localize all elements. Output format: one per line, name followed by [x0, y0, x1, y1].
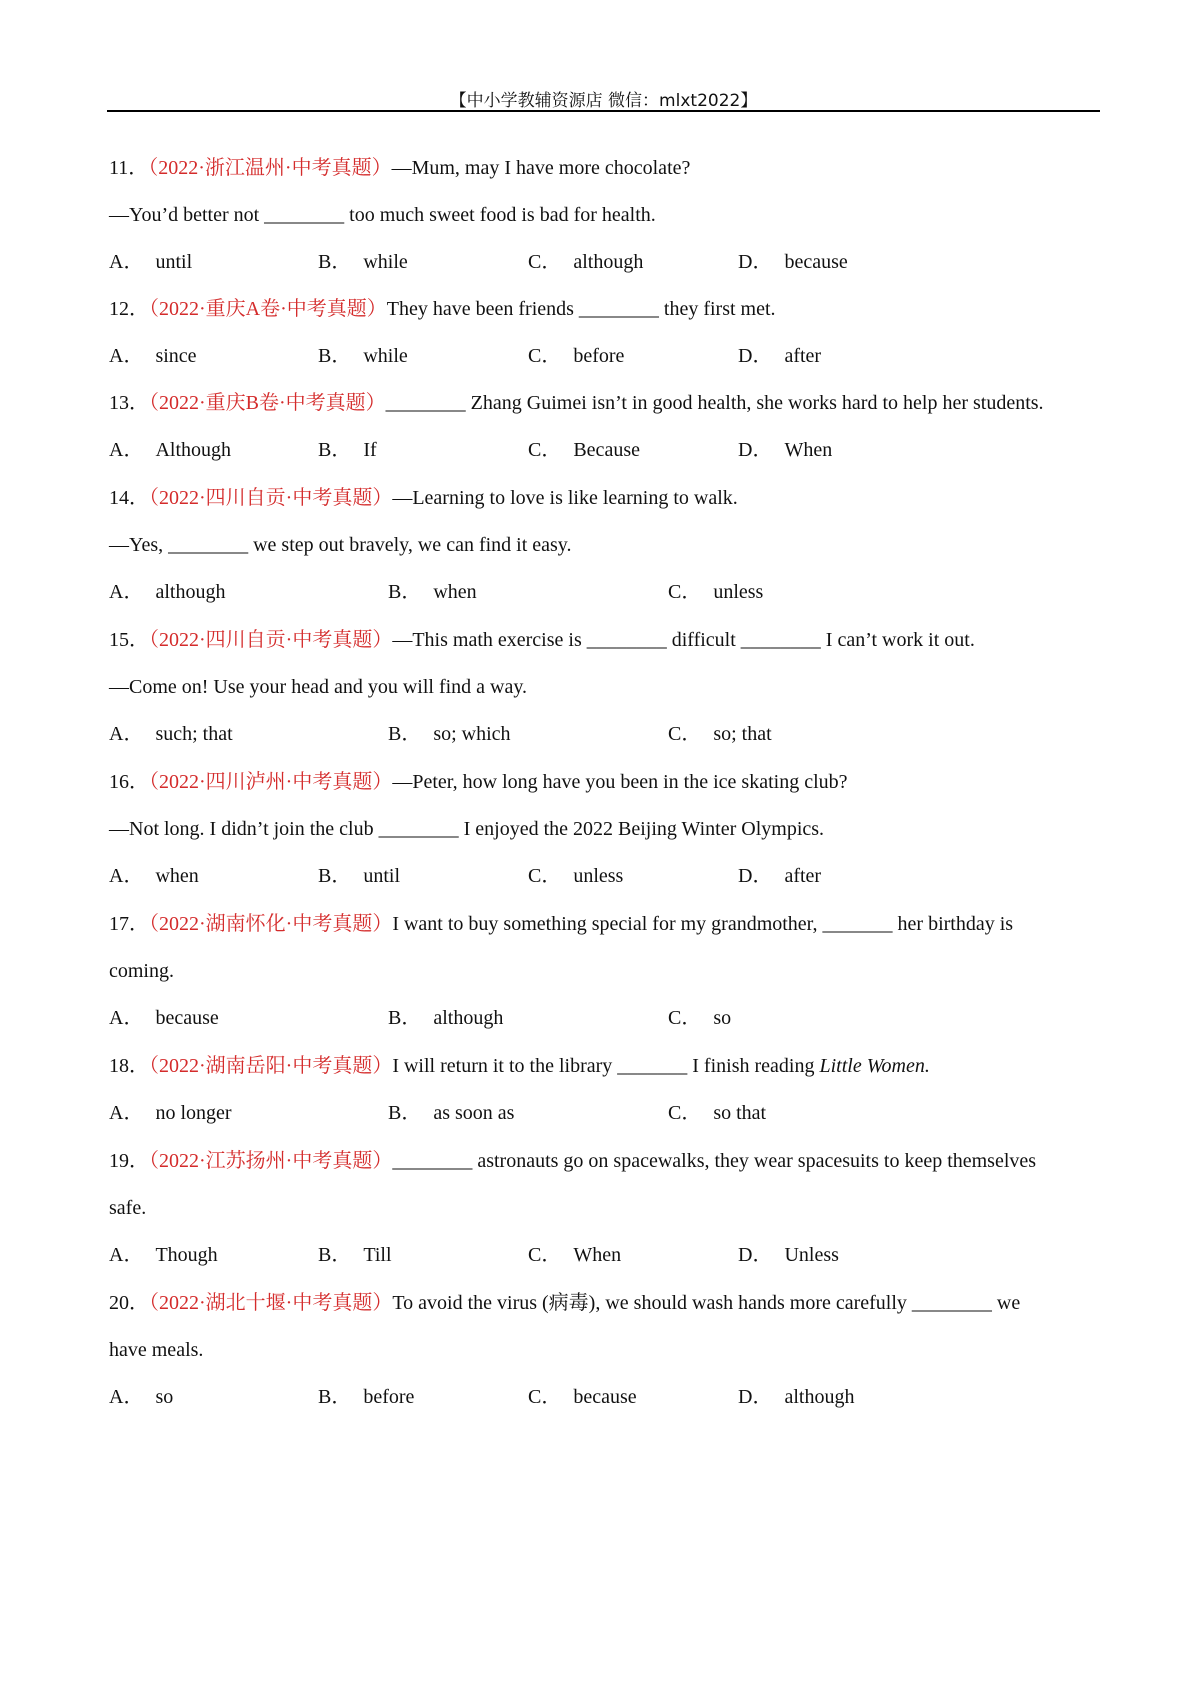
question-15-line-2: —Come on! Use your head and you will find a way. [109, 676, 528, 698]
option-b: B． as soon as [388, 1102, 515, 1124]
option-d: D． after [738, 345, 822, 367]
option-d: D． When [738, 439, 833, 461]
option-a: A． so [109, 1386, 174, 1408]
question-17-stem: 17．（2022·湖南怀化·中考真题）I want to buy something special for my grandmother, _______ her birthday is [109, 913, 1014, 935]
option-a: A． although [109, 581, 226, 603]
question-11-line-2: —You’d better not ________ too much sweet food is bad for health. [109, 204, 656, 226]
option-c: C． so [668, 1007, 732, 1029]
option-b: B． If [318, 439, 377, 461]
option-b: B． before [318, 1386, 415, 1408]
book-title: Little Women. [819, 1055, 930, 1077]
option-c: C． before [528, 345, 625, 367]
question-15-stem: 15．（2022·四川自贡·中考真题）—This math exercise is ________ difficult ________ I can’t work it out. [109, 629, 975, 651]
question-source: （2022·湖南怀化·中考真题） [149, 913, 393, 935]
option-a: A． Although [109, 439, 232, 461]
option-b: B． while [318, 251, 408, 273]
question-16-stem: 16．（2022·四川泸州·中考真题）—Peter, how long have you been in the ice skating club? [109, 771, 848, 793]
question-16-line-2: —Not long. I didn’t join the club ________ I enjoyed the 2022 Beijing Winter Olympics. [109, 818, 825, 840]
question-19-stem: 19．（2022·江苏扬州·中考真题）________ astronauts go on spacewalks, they wear spacesuits to keep themselves [109, 1150, 1037, 1172]
question-17-line-2: coming. [109, 960, 174, 982]
option-b: B． so; which [388, 723, 511, 745]
question-20-line-2: have meals. [109, 1339, 204, 1361]
option-a: A． Though [109, 1244, 218, 1266]
option-d: D． because [738, 251, 848, 273]
option-c: C． unless [668, 581, 764, 603]
option-c: C． so; that [668, 723, 772, 745]
question-source: （2022·四川自贡·中考真题） [149, 629, 393, 651]
option-b: B． until [318, 865, 401, 887]
option-a: A． because [109, 1007, 219, 1029]
option-a: A． since [109, 345, 197, 367]
question-18-stem: 18．（2022·湖南岳阳·中考真题）I will return it to the library _______ I finish reading Little Women. [109, 1055, 930, 1077]
option-a: A． when [109, 865, 199, 887]
question-source: （2022·重庆B卷·中考真题） [149, 392, 386, 414]
header-divider [107, 110, 1100, 112]
option-b: B． Till [318, 1244, 392, 1266]
option-c: C． although [528, 251, 644, 273]
question-source: （2022·四川自贡·中考真题） [149, 487, 393, 509]
question-19-line-2: safe. [109, 1197, 147, 1219]
question-source: （2022·四川泸州·中考真题） [149, 771, 393, 793]
question-source: （2022·江苏扬州·中考真题） [149, 1150, 393, 1172]
option-b: B． although [388, 1007, 504, 1029]
page-header: 【中小学教辅资源店 微信：mlxt2022】 [449, 91, 758, 111]
option-a: A． such; that [109, 723, 233, 745]
question-source: （2022·重庆A卷·中考真题） [149, 298, 387, 320]
option-b: B． while [318, 345, 408, 367]
question-14-line-2: —Yes, ________ we step out bravely, we can find it easy. [109, 534, 572, 556]
option-d: D． although [738, 1386, 855, 1408]
option-a: A． until [109, 251, 193, 273]
question-14-stem: 14．（2022·四川自贡·中考真题）—Learning to love is like learning to walk. [109, 487, 738, 509]
option-c: C． unless [528, 865, 624, 887]
option-a: A． no longer [109, 1102, 232, 1124]
option-d: D． Unless [738, 1244, 839, 1266]
question-11-stem: 11．（2022·浙江温州·中考真题）—Mum, may I have more chocolate? [109, 157, 691, 179]
option-d: D． after [738, 865, 822, 887]
question-20-stem: 20．（2022·湖北十堰·中考真题）To avoid the virus (病毒), we should wash hands more carefully ________ we [109, 1292, 1021, 1314]
question-source: （2022·湖南岳阳·中考真题） [149, 1055, 393, 1077]
option-b: B． when [388, 581, 477, 603]
option-c: C． so that [668, 1102, 767, 1124]
question-source: （2022·浙江温州·中考真题） [148, 157, 392, 179]
option-c: C． because [528, 1386, 637, 1408]
question-12-stem: 12．（2022·重庆A卷·中考真题）They have been friends ________ they first met. [109, 298, 776, 320]
option-c: C． When [528, 1244, 622, 1266]
option-c: C． Because [528, 439, 640, 461]
question-13-stem: 13．（2022·重庆B卷·中考真题）________ Zhang Guimei isn’t in good health, she works hard to help her students. [109, 392, 1044, 414]
question-source: （2022·湖北十堰·中考真题） [149, 1292, 393, 1314]
